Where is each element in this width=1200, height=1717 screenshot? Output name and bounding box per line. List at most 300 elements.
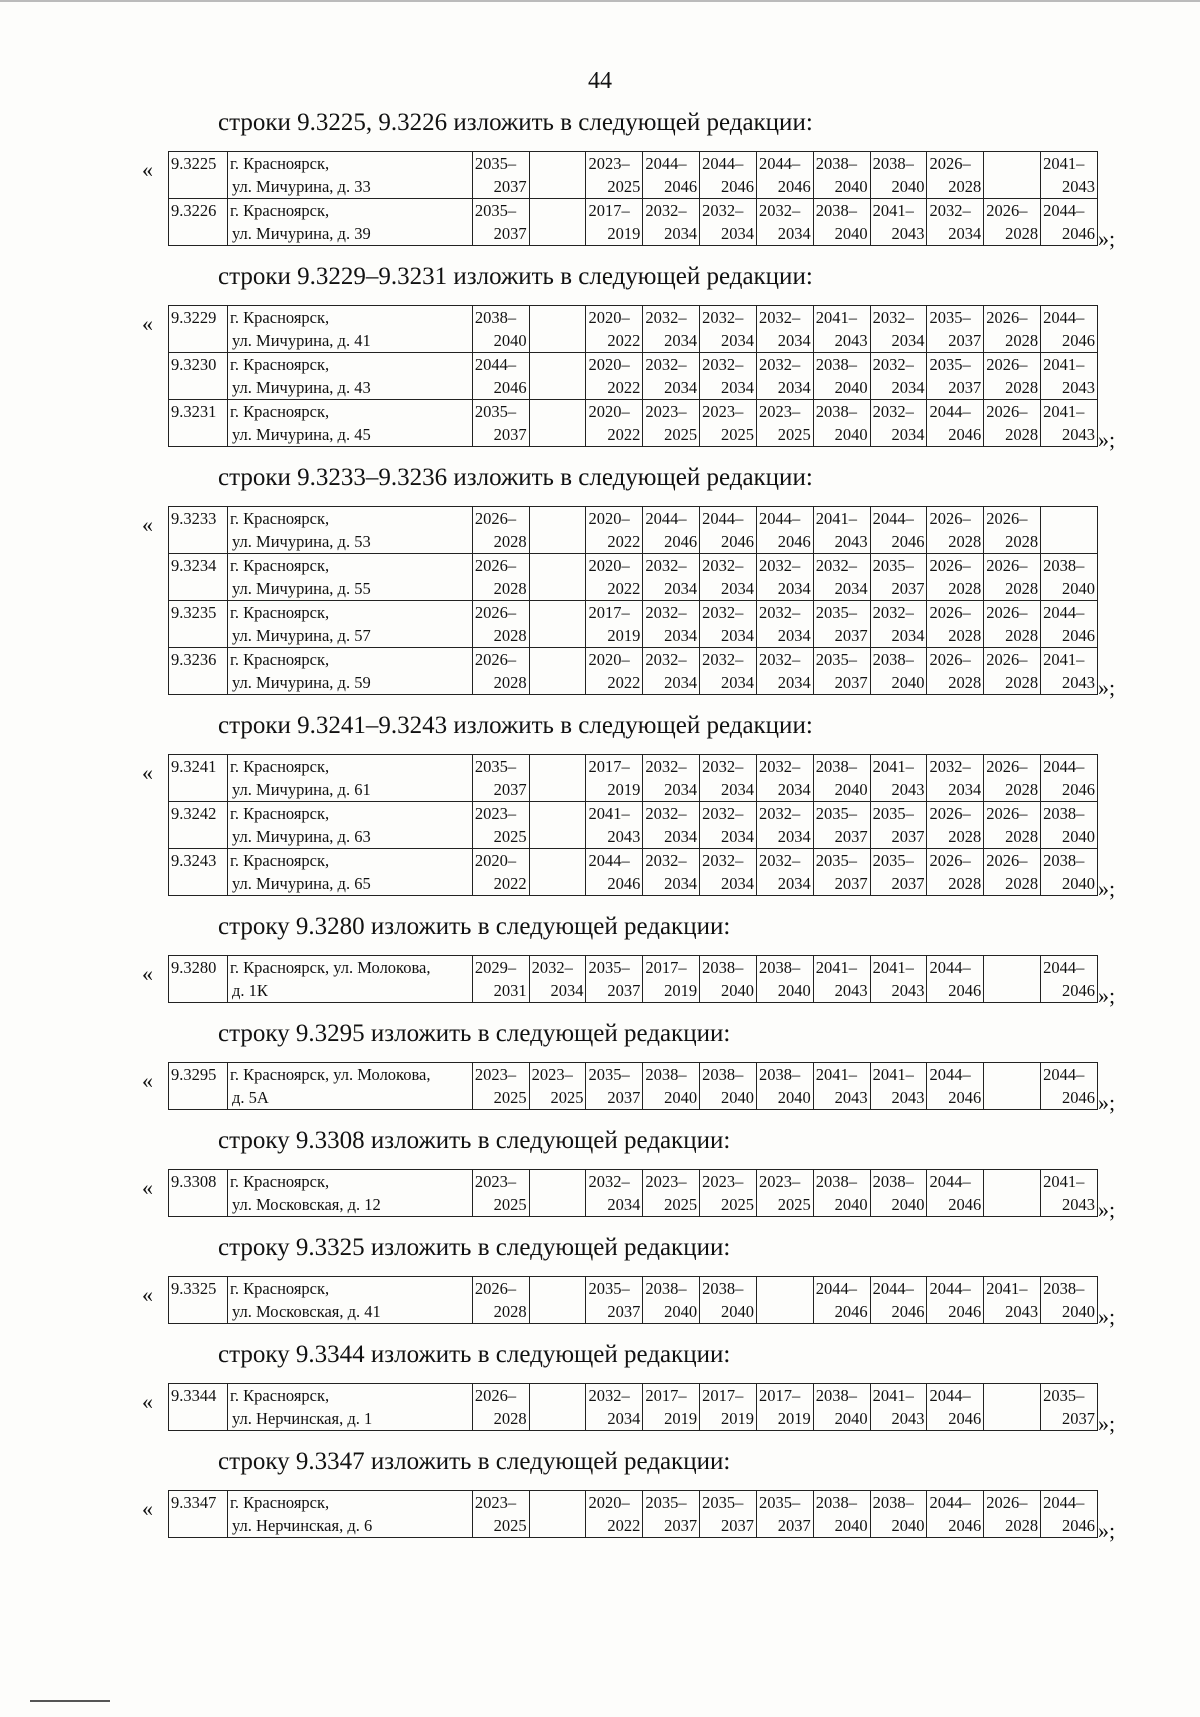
row-number: 9.3226 xyxy=(169,199,228,246)
amendment-section xyxy=(0,711,1200,901)
period-start xyxy=(532,648,584,671)
period-end xyxy=(759,1300,811,1323)
period-end xyxy=(532,1407,584,1430)
period-start: 2044– xyxy=(929,1172,971,1191)
period-start: 2035– xyxy=(1043,1386,1085,1405)
period-cell xyxy=(984,1277,1041,1324)
amendment-table-wrap xyxy=(142,955,1116,1008)
table-row xyxy=(169,601,1098,648)
period-end: 2034 xyxy=(720,579,754,598)
period-cell xyxy=(984,802,1041,849)
amendment-table-wrap xyxy=(142,1169,1116,1222)
period-end: 2022 xyxy=(493,874,527,893)
period-start: 2032– xyxy=(702,603,744,622)
period-cell xyxy=(870,199,927,246)
period-end: 2040 xyxy=(664,1088,698,1107)
period-start: 2044– xyxy=(872,509,914,528)
period-end: 2034 xyxy=(777,827,811,846)
period-start: 2032– xyxy=(645,851,687,870)
period-start: 2032– xyxy=(872,603,914,622)
amendment-table xyxy=(168,1383,1098,1431)
period-end: 2037 xyxy=(834,874,868,893)
period-cell xyxy=(870,507,927,554)
period-start: 2035– xyxy=(872,556,914,575)
period-end: 2028 xyxy=(1005,780,1039,799)
period-end: 2025 xyxy=(664,1195,698,1214)
period-cell xyxy=(870,1384,927,1431)
period-end: 2025 xyxy=(777,425,811,444)
period-end: 2040 xyxy=(891,1195,925,1214)
address-cell xyxy=(228,601,473,648)
period-end: 2025 xyxy=(493,1088,527,1107)
period-start xyxy=(532,1277,584,1300)
address-line-2: ул. Мичурина, д. 53 xyxy=(232,532,371,551)
period-cell xyxy=(643,1063,700,1110)
period-cell xyxy=(756,1170,813,1217)
amendment-section xyxy=(0,912,1200,1008)
period-cell xyxy=(870,802,927,849)
address-cell xyxy=(228,755,473,802)
table-row xyxy=(169,1277,1098,1324)
period-start: 2032– xyxy=(758,201,801,220)
period-end: 2043 xyxy=(1062,1195,1095,1214)
period-end: 2034 xyxy=(720,780,754,799)
amendment-table-wrap xyxy=(142,1383,1116,1436)
period-cell xyxy=(984,849,1041,896)
period-cell xyxy=(529,648,586,695)
address-line-2: ул. Мичурина, д. 55 xyxy=(232,579,371,598)
period-cell xyxy=(1041,755,1098,802)
address-cell xyxy=(228,1063,473,1110)
period-start: 2020– xyxy=(588,556,630,575)
period-end: 2046 xyxy=(1062,626,1095,645)
period-end: 2043 xyxy=(1062,177,1095,196)
period-end: 2034 xyxy=(777,780,811,799)
row-number: 9.3234 xyxy=(169,554,228,601)
period-start: 2032– xyxy=(702,201,744,220)
period-cell xyxy=(813,507,870,554)
period-end: 2034 xyxy=(720,224,754,243)
period-cell xyxy=(472,1491,529,1538)
period-end: 2019 xyxy=(607,626,641,645)
period-cell xyxy=(1041,306,1098,353)
period-start: 2041– xyxy=(872,1386,914,1405)
period-start xyxy=(532,1384,584,1407)
period-cell xyxy=(1041,1277,1098,1324)
period-end: 2028 xyxy=(1005,532,1039,551)
period-cell xyxy=(756,507,813,554)
period-cell xyxy=(643,400,700,447)
period-cell xyxy=(643,1170,700,1217)
period-start: 2044– xyxy=(929,1065,971,1084)
period-end: 2019 xyxy=(664,1409,698,1428)
section-caption: строку 9.3308 изложить в следующей редакции: xyxy=(218,1127,731,1154)
period-end: 2028 xyxy=(948,827,982,846)
period-cell xyxy=(700,1491,757,1538)
period-cell xyxy=(586,1384,643,1431)
period-end: 2034 xyxy=(834,579,868,598)
amendment-table xyxy=(168,955,1098,1003)
amendment-section xyxy=(0,108,1200,251)
period-end: 2034 xyxy=(777,331,811,350)
period-cell xyxy=(472,400,529,447)
table-row xyxy=(169,956,1098,1003)
period-start: 2032– xyxy=(758,308,801,327)
period-cell xyxy=(813,400,870,447)
period-cell xyxy=(984,1170,1041,1217)
period-end: 2034 xyxy=(777,874,811,893)
period-start: 2026– xyxy=(986,201,1028,220)
period-end: 2046 xyxy=(1062,1088,1095,1107)
period-cell xyxy=(927,802,984,849)
address-cell xyxy=(228,1384,473,1431)
period-cell xyxy=(586,554,643,601)
period-cell xyxy=(472,353,529,400)
period-start: 2032– xyxy=(872,355,914,374)
table-row xyxy=(169,1170,1098,1217)
period-cell xyxy=(700,507,757,554)
period-cell xyxy=(813,956,870,1003)
period-end: 2037 xyxy=(834,673,868,692)
section-caption: строку 9.3347 изложить в следующей редакции: xyxy=(218,1448,731,1475)
period-cell xyxy=(927,152,984,199)
opening-quote: « xyxy=(142,1389,153,1414)
period-start: 2044– xyxy=(929,958,971,977)
period-cell xyxy=(1041,849,1098,896)
period-cell xyxy=(586,353,643,400)
period-end: 2037 xyxy=(891,827,925,846)
period-end: 2037 xyxy=(607,1302,641,1321)
period-cell xyxy=(472,601,529,648)
period-end: 2040 xyxy=(777,981,811,1000)
section-caption: строки 9.3225, 9.3226 изложить в следующей редакции: xyxy=(218,109,813,136)
period-start: 2038– xyxy=(1043,556,1085,575)
period-end: 2037 xyxy=(720,1516,754,1535)
period-cell xyxy=(700,400,757,447)
period-cell xyxy=(927,648,984,695)
period-end: 2028 xyxy=(493,1409,527,1428)
period-cell xyxy=(529,554,586,601)
period-start: 2041– xyxy=(872,1065,914,1084)
section-caption: строки 9.3229–9.3231 изложить в следующей редакции: xyxy=(218,263,813,290)
address-cell xyxy=(228,554,473,601)
period-end xyxy=(532,530,584,553)
period-cell xyxy=(586,849,643,896)
period-start: 2044– xyxy=(1043,201,1085,220)
period-end: 2046 xyxy=(1062,1516,1095,1535)
period-start: 2032– xyxy=(758,851,801,870)
table-row xyxy=(169,1384,1098,1431)
period-cell xyxy=(1041,1384,1098,1431)
period-start: 2020– xyxy=(588,1493,630,1512)
period-start: 2044– xyxy=(758,154,801,173)
row-number: 9.3295 xyxy=(169,1063,228,1110)
period-cell xyxy=(700,1277,757,1324)
table-row xyxy=(169,353,1098,400)
period-start: 2032– xyxy=(815,556,858,575)
period-end: 2022 xyxy=(607,425,641,444)
period-start: 2026– xyxy=(986,402,1028,421)
table-row xyxy=(169,1491,1098,1538)
period-end: 2037 xyxy=(607,981,641,1000)
period-cell xyxy=(870,1170,927,1217)
period-start: 2035– xyxy=(588,958,630,977)
period-end: 2028 xyxy=(493,579,527,598)
closing-quote: »; xyxy=(1098,1197,1116,1222)
period-end: 2025 xyxy=(550,1088,584,1107)
period-cell xyxy=(756,601,813,648)
period-cell xyxy=(586,755,643,802)
period-start: 2032– xyxy=(702,851,744,870)
period-end: 2019 xyxy=(720,1409,754,1428)
address-line-1: г. Красноярск, xyxy=(230,757,330,776)
period-end: 2028 xyxy=(1005,673,1039,692)
period-cell xyxy=(643,1277,700,1324)
period-cell xyxy=(984,648,1041,695)
period-cell xyxy=(756,1384,813,1431)
period-cell xyxy=(813,1063,870,1110)
period-start xyxy=(986,1170,1038,1193)
period-end: 2034 xyxy=(664,827,698,846)
period-start: 2035– xyxy=(588,1065,630,1084)
period-end xyxy=(532,423,584,446)
period-cell xyxy=(927,400,984,447)
period-cell xyxy=(586,1170,643,1217)
period-start: 2038– xyxy=(872,154,914,173)
period-end: 2046 xyxy=(891,1302,925,1321)
period-cell xyxy=(870,956,927,1003)
period-start: 2044– xyxy=(758,509,801,528)
period-end: 2043 xyxy=(1062,673,1095,692)
period-cell xyxy=(870,400,927,447)
period-cell xyxy=(1041,1170,1098,1217)
period-cell xyxy=(700,849,757,896)
period-end: 2034 xyxy=(664,673,698,692)
period-cell xyxy=(586,1063,643,1110)
period-cell xyxy=(700,956,757,1003)
period-start: 2032– xyxy=(588,1172,630,1191)
period-cell xyxy=(643,802,700,849)
address-line-1: г. Красноярск, xyxy=(230,1279,330,1298)
period-start xyxy=(532,1491,584,1514)
period-cell xyxy=(700,648,757,695)
period-cell xyxy=(700,199,757,246)
period-end: 2046 xyxy=(948,1088,982,1107)
period-end: 2037 xyxy=(1062,1409,1095,1428)
address-line-1: г. Красноярск, ул. Молокова, xyxy=(230,958,431,977)
period-start: 2026– xyxy=(474,1279,517,1298)
period-start: 2017– xyxy=(588,201,630,220)
period-end: 2025 xyxy=(720,1195,754,1214)
period-end: 2034 xyxy=(777,626,811,645)
closing-quote: »; xyxy=(1098,1411,1116,1436)
row-number: 9.3344 xyxy=(169,1384,228,1431)
period-start: 2038– xyxy=(815,402,858,421)
period-start: 2044– xyxy=(929,1386,971,1405)
period-end: 2043 xyxy=(834,981,868,1000)
period-end: 2025 xyxy=(493,1516,527,1535)
period-end: 2046 xyxy=(493,378,527,397)
period-start: 2035– xyxy=(815,650,858,669)
period-end: 2031 xyxy=(493,981,527,1000)
period-start: 2038– xyxy=(815,355,858,374)
period-end: 2034 xyxy=(891,331,925,350)
section-caption: строку 9.3344 изложить в следующей редакции: xyxy=(218,1341,731,1368)
period-cell xyxy=(756,353,813,400)
address-line-1: г. Красноярск, xyxy=(230,603,330,622)
period-end: 2034 xyxy=(777,378,811,397)
period-start: 2026– xyxy=(474,650,517,669)
period-start xyxy=(532,306,584,329)
opening-quote: « xyxy=(142,1068,153,1093)
table-row xyxy=(169,507,1098,554)
period-cell xyxy=(984,199,1041,246)
period-end: 2034 xyxy=(777,224,811,243)
table-row xyxy=(169,554,1098,601)
period-start: 2038– xyxy=(815,757,858,776)
period-cell xyxy=(813,1491,870,1538)
period-cell xyxy=(1041,1063,1098,1110)
period-start: 2017– xyxy=(588,757,630,776)
period-start: 2032– xyxy=(702,556,744,575)
scan-bottom-mark xyxy=(30,1700,110,1702)
address-line-1: г. Красноярск, xyxy=(230,556,330,575)
period-start: 2023– xyxy=(758,402,801,421)
period-cell xyxy=(984,956,1041,1003)
address-line-2: ул. Мичурина, д. 57 xyxy=(232,626,371,645)
opening-quote: « xyxy=(142,1496,153,1521)
period-cell xyxy=(643,849,700,896)
period-end: 2034 xyxy=(664,378,698,397)
closing-quote: »; xyxy=(1098,427,1116,452)
period-end: 2046 xyxy=(891,532,925,551)
period-cell xyxy=(700,1170,757,1217)
period-cell xyxy=(1041,601,1098,648)
period-start xyxy=(532,755,584,778)
period-end: 2040 xyxy=(493,331,527,350)
period-cell xyxy=(927,755,984,802)
period-cell xyxy=(586,802,643,849)
period-cell xyxy=(870,306,927,353)
address-cell xyxy=(228,849,473,896)
period-start: 2044– xyxy=(929,1279,971,1298)
period-end xyxy=(532,778,584,801)
period-start: 2041– xyxy=(1043,355,1085,374)
period-cell xyxy=(1041,199,1098,246)
period-end: 2040 xyxy=(891,1516,925,1535)
period-end xyxy=(986,1193,1038,1216)
period-start xyxy=(759,1277,811,1300)
period-cell xyxy=(529,1491,586,1538)
period-end: 2028 xyxy=(1005,1516,1039,1535)
document-body xyxy=(0,108,1200,1554)
address-cell xyxy=(228,1277,473,1324)
address-line-1: г. Красноярск, xyxy=(230,509,330,528)
period-start: 2032– xyxy=(645,201,687,220)
period-end: 2028 xyxy=(493,673,527,692)
period-cell xyxy=(984,1384,1041,1431)
period-end: 2040 xyxy=(777,1088,811,1107)
period-end: 2037 xyxy=(493,177,527,196)
address-line-1: г. Красноярск, xyxy=(230,1172,330,1191)
period-end: 2022 xyxy=(607,331,641,350)
period-start xyxy=(532,802,584,825)
amendment-section xyxy=(0,1340,1200,1436)
period-cell xyxy=(927,353,984,400)
period-cell xyxy=(870,152,927,199)
period-start: 2035– xyxy=(474,757,517,776)
period-end xyxy=(532,577,584,600)
period-end: 2034 xyxy=(550,981,584,1000)
period-end: 2034 xyxy=(664,224,698,243)
period-cell xyxy=(813,755,870,802)
section-caption: строки 9.3241–9.3243 изложить в следующей редакции: xyxy=(218,712,813,739)
period-start: 2044– xyxy=(1043,1065,1085,1084)
period-cell xyxy=(756,755,813,802)
period-cell xyxy=(984,400,1041,447)
period-start: 2035– xyxy=(645,1493,687,1512)
address-cell xyxy=(228,400,473,447)
period-start: 2041– xyxy=(1043,402,1085,421)
period-start xyxy=(532,152,584,175)
period-cell xyxy=(756,306,813,353)
period-start: 2035– xyxy=(815,603,858,622)
period-start: 2026– xyxy=(986,556,1028,575)
period-end: 2040 xyxy=(1062,1302,1095,1321)
row-number: 9.3233 xyxy=(169,507,228,554)
period-cell xyxy=(472,802,529,849)
period-start: 2032– xyxy=(702,757,744,776)
period-cell xyxy=(700,1384,757,1431)
amendment-table-wrap xyxy=(142,1276,1116,1329)
period-end: 2046 xyxy=(664,177,698,196)
period-start: 2032– xyxy=(758,650,801,669)
period-cell xyxy=(927,1170,984,1217)
period-end: 2043 xyxy=(891,1409,925,1428)
period-cell xyxy=(1041,554,1098,601)
period-start: 2029– xyxy=(474,958,517,977)
period-cell xyxy=(813,1277,870,1324)
period-end: 2046 xyxy=(720,532,754,551)
period-start: 2020– xyxy=(588,355,630,374)
period-cell xyxy=(756,152,813,199)
table-row xyxy=(169,1063,1098,1110)
amendment-table xyxy=(168,1276,1098,1324)
period-end: 2034 xyxy=(607,1195,641,1214)
period-end: 2040 xyxy=(1062,579,1095,598)
period-end: 2037 xyxy=(493,780,527,799)
address-line-2: ул. Мичурина, д. 43 xyxy=(232,378,371,397)
period-end: 2034 xyxy=(720,827,754,846)
period-end: 2040 xyxy=(891,673,925,692)
period-end xyxy=(986,1086,1038,1109)
period-end: 2028 xyxy=(948,532,982,551)
row-number: 9.3235 xyxy=(169,601,228,648)
period-cell xyxy=(1041,802,1098,849)
period-end: 2034 xyxy=(891,626,925,645)
period-end: 2046 xyxy=(1062,224,1095,243)
period-end: 2040 xyxy=(834,425,868,444)
period-cell xyxy=(927,554,984,601)
period-start: 2026– xyxy=(474,1386,517,1405)
period-cell xyxy=(529,1384,586,1431)
address-cell xyxy=(228,152,473,199)
period-start: 2026– xyxy=(474,509,517,528)
period-end xyxy=(532,376,584,399)
period-end: 2046 xyxy=(1062,331,1095,350)
address-line-1: г. Красноярск, xyxy=(230,650,330,669)
period-end: 2046 xyxy=(948,1516,982,1535)
